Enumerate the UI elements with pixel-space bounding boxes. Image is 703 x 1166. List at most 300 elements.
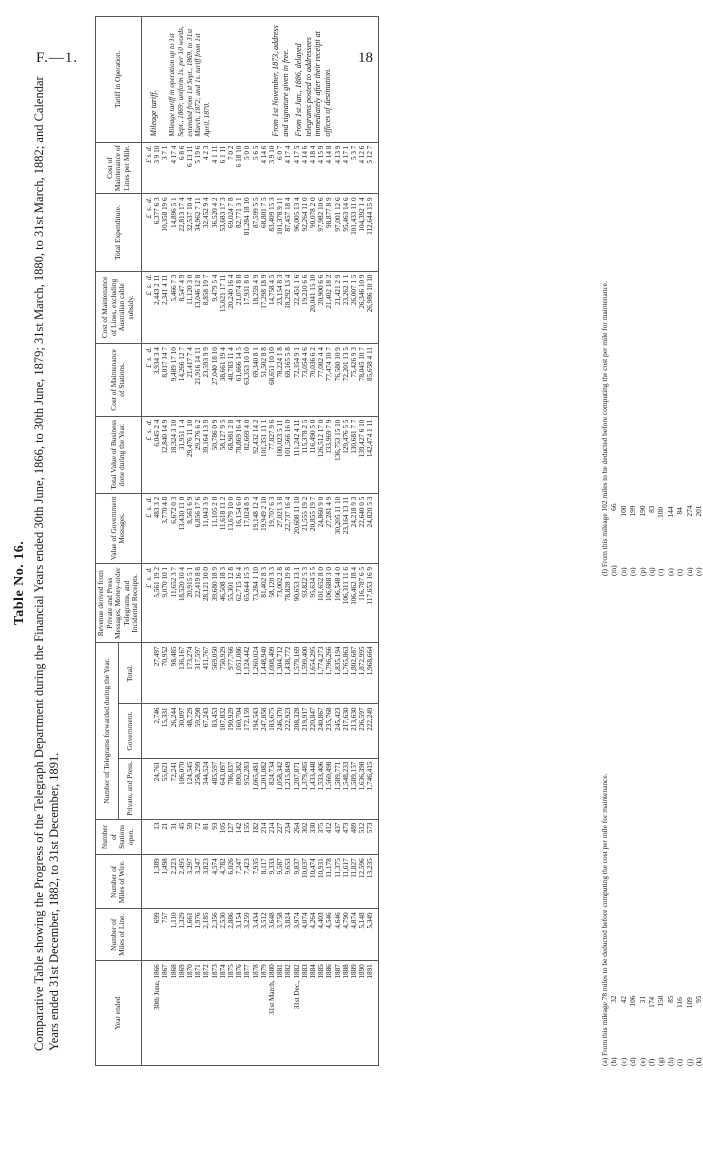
table-cell-gov: 247,858 — [260, 704, 268, 758]
unit-label: £ s. d. — [141, 142, 153, 194]
table-cell-wire: 6,026 — [227, 855, 235, 909]
table-cell-stations: 473 — [342, 819, 350, 855]
table-cell-stcost: 85,658 4 11 — [366, 344, 378, 417]
table-cell-wire: 1,498 — [161, 855, 169, 909]
table-cell-permile: 4 1 11 — [211, 142, 219, 194]
table-cell-revenue: 106,311 11 6 — [342, 564, 350, 643]
footnote-entry — [628, 281, 637, 576]
table-cell-wire: 9,653 — [284, 855, 292, 909]
table-cell-lncost: 26,986 10 10 — [366, 271, 378, 344]
table-cell-total: 173,274 — [186, 643, 194, 704]
table-cell-stcost: 75,426 9 3 — [350, 344, 358, 417]
footnote-key: (p) — [637, 567, 647, 576]
table-cell-year: 1879 — [260, 961, 268, 1066]
footnote-entry — [656, 774, 665, 1066]
table-cell-revenue: 117,653 16 9 — [366, 564, 378, 643]
table-cell-stcost: 78,224 1 8 — [276, 344, 284, 417]
table-cell-exp: 53,683 17 3 — [219, 194, 227, 271]
table-cell-line: 1,110 — [170, 909, 178, 961]
table-cell-stcost: 73,054 4 6 — [301, 344, 309, 417]
table-cell-private: 643,097 — [219, 758, 227, 819]
table-cell-permile: 6 1 11 — [219, 142, 227, 194]
footnote-entry — [675, 281, 684, 576]
table-cell-year: 1877 — [243, 961, 251, 1066]
table-cell-stcost: 23,593 9 9 — [202, 344, 210, 417]
table-cell-totval: 12,840 14 9 — [161, 416, 169, 493]
table-cell-private: 1,589,157 — [350, 758, 358, 819]
table-cell-permile: 3 7 1 — [161, 142, 169, 194]
table-cell-line: 2,356 — [211, 909, 219, 961]
table-cell-gov: 67,243 — [202, 704, 210, 758]
table-cell-revenue: 106,548 4 0 — [334, 564, 342, 643]
table-cell-gov: 246,370 — [276, 704, 284, 758]
table-cell-year: 1890 — [358, 961, 366, 1066]
table-cell-lncost: 8,858 19 7 — [202, 271, 210, 344]
table-cell-wire: 9,587 — [276, 855, 284, 909]
table-cell-lncost: 26,346 10 9 — [358, 271, 366, 344]
table-cell-revenue: 22,419 8 8 — [194, 564, 202, 643]
table-cell-private: 1,201,082 — [260, 758, 268, 819]
table-cell-wire: 2,495 — [178, 855, 186, 909]
table-cell-year: 1876 — [235, 961, 243, 1066]
table-cell-total: 1,968,664 — [366, 643, 378, 704]
table-cell-stcost: 70,036 6 2 — [309, 344, 317, 417]
table-cell-revenue: 46,508 18 3 — [219, 564, 227, 643]
table-cell-exp: 101,433 11 0 — [350, 194, 358, 271]
table-cell-govval: 19,707 6 3 — [268, 493, 276, 563]
table-cell-stations: 59 — [186, 819, 194, 855]
table-cell-lncost: 20,900 6 6 — [317, 271, 325, 344]
table-cell-totval: 18,324 3 10 — [170, 416, 178, 493]
table-cell-revenue: 116,787 6 5 — [358, 564, 366, 643]
table-cell-permile: 4 12 6 — [358, 142, 366, 194]
table-cell-total: 136,167 — [178, 643, 186, 704]
table-cell-stcost: 3,934 3 4 — [153, 344, 161, 417]
table-cell-year: 1881 — [276, 961, 284, 1066]
table-cell-line: 5,148 — [358, 909, 366, 961]
table-row — [178, 17, 186, 1066]
table-cell-total: 1,051,086 — [235, 643, 243, 704]
col-gov-value: Value of Government Messages. — [96, 493, 142, 563]
table-cell-govval: 24,860 9 0 — [317, 493, 325, 563]
table-cell-line: 1,976 — [194, 909, 202, 961]
table-cell-stcost: 69,340 8 1 — [252, 344, 260, 417]
table-cell-permile: 5 19 6 — [194, 142, 202, 194]
table-cell-stcost: 63,353 10 10 — [243, 344, 251, 417]
footnote-entry — [694, 774, 703, 1066]
units-row — [141, 17, 153, 1066]
table-cell-wire: 13,235 — [366, 855, 378, 909]
table-cell-permile: 5 6 5 — [252, 142, 260, 194]
footnote-key: (f) — [647, 1058, 657, 1066]
table-cell-stcost: 78,045 10 7 — [358, 344, 366, 417]
table-cell-lncost: 23,154 8 3 — [276, 271, 284, 344]
footnote-key: (m) — [609, 565, 619, 576]
table-cell-line: 1,661 — [186, 909, 194, 961]
table-cell-govval: 13,679 10 0 — [227, 493, 235, 563]
table-cell-gov: 2,746 — [153, 704, 161, 758]
table-cell-revenue: 106,688 3 0 — [325, 564, 333, 643]
table-cell-stations: 127 — [227, 819, 235, 855]
footnote-value: 106 — [628, 995, 638, 1007]
table-cell-revenue: 90,653 13 1 — [293, 564, 301, 643]
table-cell-exp: 32,537 10 4 — [186, 194, 194, 271]
table-cell-year: 1873 — [211, 961, 219, 1066]
table-row — [260, 17, 268, 1066]
table-cell-permile: 3 9 10 — [268, 142, 276, 194]
table-cell-permile: 5 0 0 — [243, 142, 251, 194]
table-cell-private: 1,560,498 — [325, 758, 333, 819]
table-row — [334, 17, 342, 1066]
table-cell-line: 5,349 — [366, 909, 378, 961]
table-cell-totval: 133,969 7 9 — [325, 416, 333, 493]
table-cell-line: 699 — [153, 909, 161, 961]
table-cell-year: 1870 — [186, 961, 194, 1066]
tariff-notes — [141, 17, 378, 143]
table-cell-govval: 30,205 11 10 — [334, 493, 342, 563]
table-cell-private: 258,299 — [194, 758, 202, 819]
table-cell-stcost: 21,916 14 11 — [194, 344, 202, 417]
table-cell-year: 1887 — [334, 961, 342, 1066]
footnote-key: (c) — [618, 1057, 628, 1066]
table-cell-lncost: 20,240 16 4 — [227, 271, 235, 344]
table-cell-stations: 93 — [211, 819, 219, 855]
table-cell-revenue: 73,002 2 8 — [276, 564, 284, 643]
table-cell-govval: 22,640 0 5 — [358, 493, 366, 563]
table-cell-stcost: 51,502 8 8 — [260, 344, 268, 417]
footnote-value: 201 — [694, 505, 703, 517]
table-cell-totval: 139,427 6 10 — [358, 416, 366, 493]
footnote-value: 144 — [665, 506, 675, 518]
table-cell-permile: 6 13 11 — [186, 142, 194, 194]
table-cell-total: 1,260,024 — [252, 643, 260, 704]
table-cell-lncost: 14,758 4 5 — [268, 271, 276, 344]
table-cell-wire: 11,178 — [325, 855, 333, 909]
table-cell-gov: 48,729 — [186, 704, 194, 758]
col-expenditure: Total Expenditure. — [96, 194, 142, 271]
table-cell-permile: 4 15 9 — [317, 142, 325, 194]
table-row — [317, 17, 325, 1066]
table-cell-wire: 11,375 — [334, 855, 342, 909]
table-cell-lncost: 26,007 1 5 — [350, 271, 358, 344]
footnote-entry — [638, 774, 647, 1066]
table-cell-total: 98,485 — [170, 643, 178, 704]
table-row — [186, 17, 194, 1066]
table-cell-permile: 6 0 7 — [276, 142, 284, 194]
table-cell-lncost: 2,341 4 11 — [161, 271, 169, 344]
table-cell-totval: 115,378 2 5 — [301, 416, 309, 493]
table-cell-revenue: 11,652 3 7 — [170, 564, 178, 643]
table-cell-gov: 172,159 — [243, 704, 251, 758]
table-cell-revenue: 58,120 3 3 — [268, 564, 276, 643]
table-cell-stations: 512 — [358, 819, 366, 855]
table-cell-revenue: 95,634 5 5 — [309, 564, 317, 643]
table-cell-gov: 236,597 — [358, 704, 366, 758]
table-cell-lncost: 22,451 1 6 — [293, 271, 301, 344]
col-revenue: Revenue derived from Private and Press Messages, Money-order Telegrams, and Incidental Receipts. — [96, 564, 142, 643]
footnote-entry — [638, 281, 647, 576]
table-cell-private: 1,533,406 — [317, 758, 325, 819]
table-cell-stations: 155 — [243, 819, 251, 855]
table-cell-stcost: 72,354 9 1 — [293, 344, 301, 417]
table-body — [141, 17, 378, 1066]
table-cell-govval: 11,043 3 9 — [202, 493, 210, 563]
table-cell-lncost: 9,479 5 4 — [211, 271, 219, 344]
table-cell-exp: 82,771 3 1 — [235, 194, 243, 271]
table-cell-private: 1,433,448 — [309, 758, 317, 819]
table-cell-lncost: 21,421 2 9 — [334, 271, 342, 344]
table-cell-stcost: 61,666 14 5 — [235, 344, 243, 417]
table-cell-private: 485,597 — [211, 758, 219, 819]
table-cell-exp: 101,378 9 11 — [276, 194, 284, 271]
table-cell-stcost: 9,489 17 10 — [170, 344, 178, 417]
footnote-key: (i) — [675, 1059, 685, 1066]
col-telegrams-group: Number of Telegrams forwarded during the Year. — [96, 643, 119, 819]
table-cell-totval: 101,566 16 0 — [284, 416, 292, 493]
table-cell-gov: 190,929 — [227, 704, 235, 758]
table-cell-wire: 10,037 — [301, 855, 309, 909]
table-cell-totval: 68,981 2 8 — [227, 416, 235, 493]
table-cell-gov: 220,847 — [309, 704, 317, 758]
table-cell-stations: 182 — [252, 819, 260, 855]
unit-label: £ s. d. — [141, 344, 153, 417]
table-cell-govval: 11,618 11 2 — [219, 493, 227, 563]
table-cell-total: 1,796,266 — [325, 643, 333, 704]
footnote-value: 42 — [618, 995, 628, 1004]
col-total-value: Total Value of Business done during the Year. — [96, 416, 142, 493]
table-cell-wire: 4,574 — [211, 855, 219, 909]
table-cell-govval: 19,148 12 4 — [252, 493, 260, 563]
table-cell-total: 1,008,409 — [268, 643, 276, 704]
table-cell-line: 4,074 — [301, 909, 309, 961]
table-cell-govval: 8,561 6 9 — [186, 493, 194, 563]
table-cell-total: 1,304,712 — [276, 643, 284, 704]
footnote-value: 95 — [694, 995, 703, 1003]
table-cell-wire: 3,247 — [194, 855, 202, 909]
table-cell-govval: 483 3 2 — [153, 493, 161, 563]
table-cell-total: 1,835,194 — [334, 643, 342, 704]
table-row — [293, 17, 301, 1066]
footnote-key: (o) — [628, 567, 638, 576]
table-cell-permile: 4 17 4 — [284, 142, 292, 194]
table-cell-totval: 58,127 9 5 — [219, 416, 227, 493]
table-cell-stations: 72 — [194, 819, 202, 855]
table-cell-revenue: 78,828 19 8 — [284, 564, 292, 643]
table-cell-stations: 227 — [276, 819, 284, 855]
table-cell-total: 1,579,169 — [293, 643, 301, 704]
table-cell-govval: 6,856 17 6 — [194, 493, 202, 563]
table-cell-private: 106,070 — [178, 758, 186, 819]
table-cell-total: 569,050 — [211, 643, 219, 704]
table-cell-stcost: 14,266 12 7 — [178, 344, 186, 417]
table-cell-permile: 4 2 3 — [202, 142, 210, 194]
table-cell-permile: 7 0 2 — [227, 142, 235, 194]
footnote-value: 85 — [665, 995, 675, 1003]
unit-label: £ s. d. — [141, 493, 153, 563]
footnotes-right — [600, 281, 703, 576]
table-cell-exp: 68,801 7 5 — [260, 194, 268, 271]
footnote-key: (h) — [665, 1057, 675, 1066]
table-cell-stations: 31 — [170, 819, 178, 855]
table-cell-wire: 8,117 — [260, 855, 268, 909]
col-private-press: Private, and Press. — [118, 758, 141, 819]
table-cell-year: 1875 — [227, 961, 235, 1066]
table-cell-govval: 27,021 3 8 — [276, 493, 284, 563]
table-cell-exp: 14,896 5 1 — [170, 194, 178, 271]
footnote-key: (v) — [694, 567, 703, 576]
table-cell-total: 1,124,442 — [243, 643, 251, 704]
table-cell-gov: 183,675 — [268, 704, 276, 758]
footnote-value: 83 — [647, 505, 657, 513]
table-cell-govval: 17,024 8 9 — [243, 493, 251, 563]
table-cell-govval: 23,164 13 11 — [342, 493, 350, 563]
table-cell-gov: 217,630 — [342, 704, 350, 758]
table-cell-private: 890,382 — [235, 758, 243, 819]
table-cell-totval: 78,869 16 4 — [235, 416, 243, 493]
table-cell-lncost: 15,021 17 11 — [219, 271, 227, 344]
table-cell-year: 30th June, 1866 — [153, 961, 161, 1066]
table-cell-line: 4,546 — [325, 909, 333, 961]
table-row — [227, 17, 235, 1066]
footnote-entry — [666, 774, 675, 1066]
table-row — [284, 17, 292, 1066]
table-cell-year: 1884 — [309, 961, 317, 1066]
table-cell-revenue: 55,301 12 8 — [227, 564, 235, 643]
table-cell-exp: 10,358 19 6 — [161, 194, 169, 271]
footnote-entry — [656, 281, 665, 576]
footnote-key: (g) — [656, 1057, 666, 1066]
table-cell-wire: 7,423 — [243, 855, 251, 909]
table-cell-revenue: 39,680 18 9 — [211, 564, 219, 643]
table-cell-totval: 92,432 14 2 — [252, 416, 260, 493]
footnote-key: (j) — [684, 1059, 694, 1066]
footnote-key: (e) — [637, 1057, 647, 1066]
footnote-key: (s) — [665, 568, 675, 576]
tariff-note: From 1st November, 1873, address and signature given in free. — [271, 25, 290, 137]
footnote-entry — [628, 774, 637, 1066]
table-cell-totval: 29,476 11 10 — [186, 416, 194, 493]
page-number: 18 — [358, 50, 373, 66]
table-row — [366, 17, 378, 1066]
table-cell-permile: 4 14 6 — [301, 142, 309, 194]
table-cell-line: 4,874 — [350, 909, 358, 961]
footnote-value: 190 — [637, 505, 647, 517]
table-cell-revenue: 73,284 1 10 — [252, 564, 260, 643]
table-cell-revenue: 28,121 10 0 — [202, 564, 210, 643]
footnote-value: 66 — [609, 503, 619, 511]
unit-label: £ s. d. — [141, 271, 153, 344]
table-cell-permile: 4 17 4 — [170, 142, 178, 194]
table-cell-exp: 98,877 8 9 — [325, 194, 333, 271]
table-cell-govval: 16,154 6 0 — [235, 493, 243, 563]
table-cell-permile: 6 8 6 — [178, 142, 186, 194]
table-cell-lncost: 21,402 18 2 — [325, 271, 333, 344]
footnote-key: (k) — [694, 1057, 703, 1066]
table-cell-totval: 6,045 2 4 — [153, 416, 161, 493]
table-cell-govval: 11,105 2 0 — [211, 493, 219, 563]
table-cell-wire: 7,935 — [252, 855, 260, 909]
table-cell-exp: 69,024 7 8 — [227, 194, 235, 271]
table-cell-revenue: 5,561 19 2 — [153, 564, 161, 643]
table-cell-totval: 82,669 4 0 — [243, 416, 251, 493]
table-cell-gov: 160,704 — [235, 704, 243, 758]
table-cell-permile: 4 14 8 — [325, 142, 333, 194]
table-cell-lncost: 23,262 1 1 — [342, 271, 350, 344]
table-cell-stations: 573 — [366, 819, 378, 855]
table-cell-total: 1,438,772 — [284, 643, 292, 704]
table-cell-totval: 136,753 15 10 — [334, 416, 342, 493]
col-miles-of-line: Number of Miles of Line. — [96, 909, 142, 961]
table-cell-stations: 214 — [268, 819, 276, 855]
table-cell-stcost: 48,783 11 4 — [227, 344, 235, 417]
table-cell-year: 1878 — [252, 961, 260, 1066]
table-cell-totval: 111,242 4 11 — [293, 416, 301, 493]
footnote-key: (r) — [656, 568, 666, 576]
footnote-key: (t) — [675, 569, 685, 576]
table-cell-gov: 235,768 — [325, 704, 333, 758]
table-row — [301, 17, 309, 1066]
table-cell-year: 1868 — [170, 961, 178, 1066]
table-cell-gov: 213,630 — [350, 704, 358, 758]
table-cell-gov: 83,453 — [211, 704, 219, 758]
table-cell-permile: 4 18 4 — [309, 142, 317, 194]
table-cell-govval: 24,820 5 3 — [366, 493, 378, 563]
table-cell-wire: 9,837 — [293, 855, 301, 909]
table-cell-stations: 234 — [284, 819, 292, 855]
table-cell-totval: 77,827 9 6 — [268, 416, 276, 493]
table-cell-wire: 11,617 — [342, 855, 350, 909]
table-cell-line: 4,264 — [309, 909, 317, 961]
footnote-list — [609, 774, 703, 1066]
table-cell-gov: 245,423 — [334, 704, 342, 758]
table-cell-exp: 81,284 18 10 — [243, 194, 251, 271]
table-cell-wire: 10,931 — [317, 855, 325, 909]
col-government: Government. — [118, 704, 141, 758]
table-cell-permile: 4 14 6 — [260, 142, 268, 194]
table-cell-lncost: 2,443 2 11 — [153, 271, 161, 344]
table-row — [219, 17, 227, 1066]
table-cell-line: 3,824 — [284, 909, 292, 961]
table-cell-line: 2,185 — [202, 909, 210, 961]
table-cell-lncost: 13,046 12 8 — [194, 271, 202, 344]
table-cell-gov: 107,832 — [219, 704, 227, 758]
footnote-value: 174 — [647, 996, 657, 1008]
table-cell-year: 31st March, 1880 — [268, 961, 276, 1066]
table-cell-private: 72,241 — [170, 758, 178, 819]
table-cell-total: 411,767 — [202, 643, 210, 704]
table-cell-line: 3,434 — [252, 909, 260, 961]
table-cell-exp: 104,392 1 4 — [358, 194, 366, 271]
table-cell-lncost: 21,074 8 8 — [235, 271, 243, 344]
table-cell-stations: 412 — [325, 819, 333, 855]
table-cell-exp: 87,599 5 5 — [252, 194, 260, 271]
table-cell-stations: 81 — [202, 819, 210, 855]
tariff-note: Mileage tariff. — [148, 90, 158, 137]
table-cell-exp: 32,452 9 4 — [202, 194, 210, 271]
table-cell-lncost: 11,120 3 0 — [186, 271, 194, 344]
table-cell-lncost: 17,298 18 9 — [260, 271, 268, 344]
table-cell-totval: 31,951 1 4 — [178, 416, 186, 493]
table-cell-govval: 20,608 11 10 — [293, 493, 301, 563]
table-cell-permile: 3 9 10 — [153, 142, 161, 194]
table-cell-lncost: 18,292 13 4 — [284, 271, 292, 344]
table-row — [153, 17, 161, 1066]
table-cell-total: 27,497 — [153, 643, 161, 704]
footnote-entry — [694, 281, 703, 576]
table-cell-line: 1,329 — [178, 909, 186, 961]
table-cell-exp: 92,264 11 0 — [301, 194, 309, 271]
footnote-entry — [685, 281, 694, 576]
